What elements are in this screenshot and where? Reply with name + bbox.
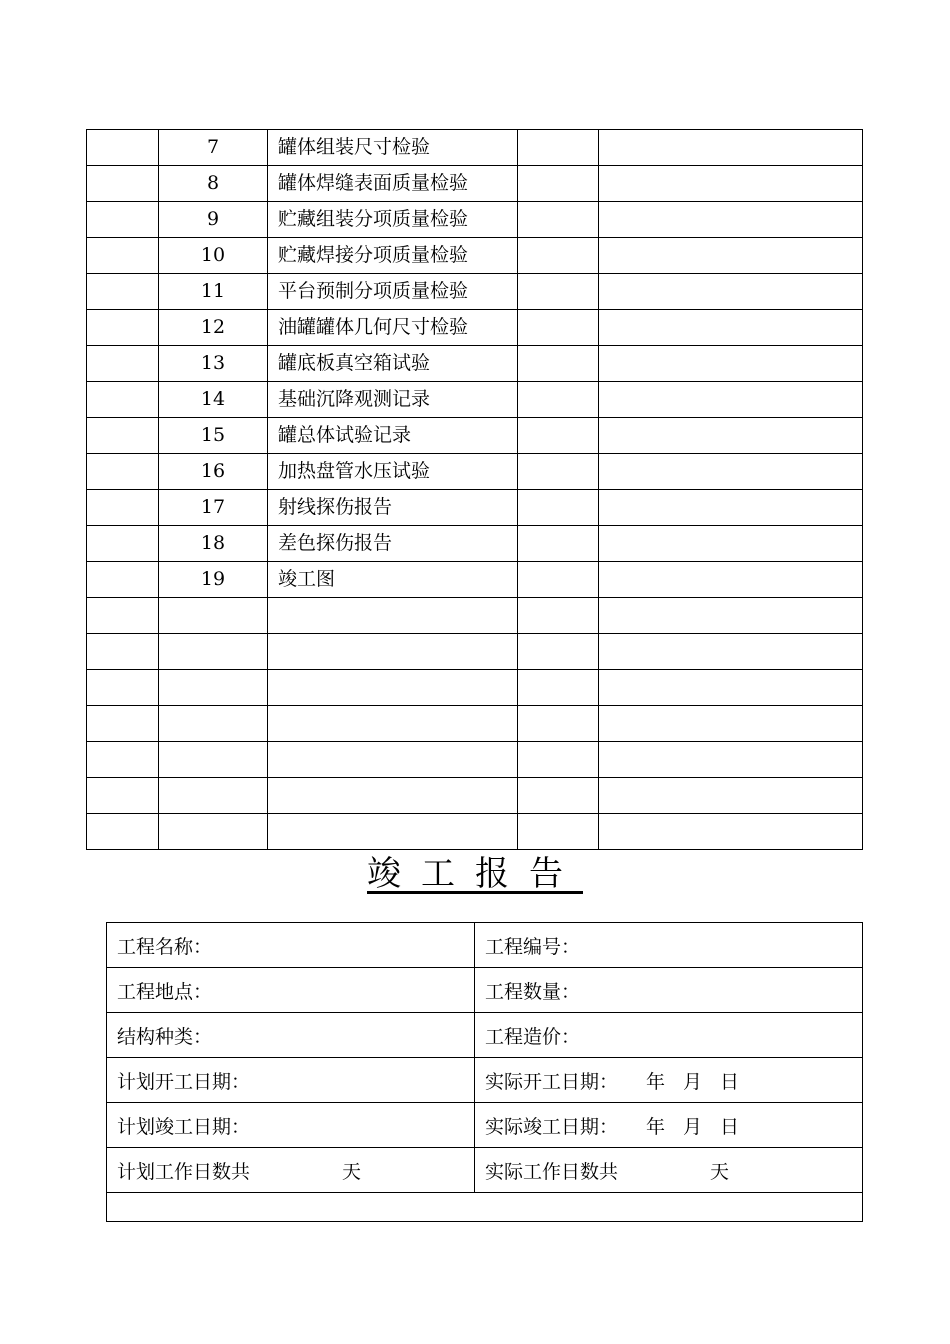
item-name: 罐体焊缝表面质量检验 [268, 166, 518, 202]
remarks-cell[interactable] [599, 742, 863, 778]
item-name[interactable] [268, 778, 518, 814]
item-number: 19 [159, 562, 268, 598]
table-row [87, 742, 863, 778]
table-row [87, 490, 863, 526]
planned-completion-field[interactable] [107, 1103, 475, 1148]
remarks-cell[interactable] [599, 166, 863, 202]
copies-cell[interactable] [518, 202, 599, 238]
report-row [107, 923, 863, 968]
remarks-cell[interactable] [599, 778, 863, 814]
copies-cell[interactable] [518, 310, 599, 346]
table-row [87, 526, 863, 562]
copies-cell[interactable] [518, 814, 599, 850]
planned-workdays-field[interactable] [107, 1148, 475, 1193]
table-row [87, 238, 863, 274]
table-row [87, 670, 863, 706]
copies-cell[interactable] [518, 526, 599, 562]
copies-cell[interactable] [518, 454, 599, 490]
blank-cell[interactable] [87, 706, 159, 742]
item-name: 基础沉降观测记录 [268, 382, 518, 418]
planned-start-label: 计划开工日期： [117, 1070, 251, 1093]
blank-cell[interactable] [87, 670, 159, 706]
copies-cell[interactable] [518, 778, 599, 814]
remarks-cell[interactable] [599, 382, 863, 418]
copies-cell[interactable] [518, 634, 599, 670]
blank-cell[interactable] [87, 130, 159, 166]
table-row [87, 418, 863, 454]
copies-cell[interactable] [518, 130, 599, 166]
project-quantity-label: 工程数量： [485, 980, 581, 1003]
actual-start-label: 实际开工日期： [485, 1070, 619, 1093]
table-row [87, 346, 863, 382]
project-number-field[interactable] [475, 923, 863, 968]
project-cost-field[interactable] [475, 1013, 863, 1058]
copies-cell[interactable] [518, 706, 599, 742]
blank-cell[interactable] [87, 238, 159, 274]
item-number: 11 [159, 274, 268, 310]
copies-cell[interactable] [518, 670, 599, 706]
table-row [87, 202, 863, 238]
project-location-field[interactable] [107, 968, 475, 1013]
table-row [87, 166, 863, 202]
report-row [107, 1013, 863, 1058]
copies-cell[interactable] [518, 490, 599, 526]
table-row [87, 598, 863, 634]
planned-workdays-label: 计划工作日数共 [117, 1160, 251, 1183]
project-cost-label: 工程造价： [485, 1025, 581, 1048]
item-number: 15 [159, 418, 268, 454]
structure-type-field[interactable] [107, 1013, 475, 1058]
day-label: 日 [720, 1115, 740, 1138]
item-name[interactable] [268, 706, 518, 742]
project-name-label: 工程名称： [117, 935, 213, 958]
remarks-cell[interactable] [599, 238, 863, 274]
remarks-cell[interactable] [599, 706, 863, 742]
month-label: 月 [683, 1070, 703, 1093]
table-row [87, 274, 863, 310]
remarks-cell[interactable] [599, 670, 863, 706]
copies-cell[interactable] [518, 382, 599, 418]
blank-cell[interactable] [87, 166, 159, 202]
item-number: 9 [159, 202, 268, 238]
blank-cell[interactable] [87, 490, 159, 526]
report-row [107, 1148, 863, 1193]
blank-cell[interactable] [87, 382, 159, 418]
table-row [87, 814, 863, 850]
item-name: 差色探伤报告 [268, 526, 518, 562]
item-number: 17 [159, 490, 268, 526]
blank-cell[interactable] [87, 526, 159, 562]
document-list-body [87, 130, 863, 850]
item-name: 罐底板真空箱试验 [268, 346, 518, 382]
actual-workdays-label: 实际工作日数共 [485, 1160, 619, 1183]
blank-cell[interactable] [87, 562, 159, 598]
item-number: 18 [159, 526, 268, 562]
remarks-cell[interactable] [599, 634, 863, 670]
report-row [107, 1058, 863, 1103]
table-row [87, 562, 863, 598]
table-row [87, 778, 863, 814]
item-name[interactable] [268, 814, 518, 850]
item-name: 贮藏组装分项质量检验 [268, 202, 518, 238]
item-number[interactable] [159, 778, 268, 814]
item-number: 10 [159, 238, 268, 274]
remarks-cell[interactable] [599, 454, 863, 490]
copies-cell[interactable] [518, 742, 599, 778]
blank-cell[interactable] [87, 346, 159, 382]
table-row [87, 454, 863, 490]
blank-cell[interactable] [87, 598, 159, 634]
copies-cell[interactable] [518, 166, 599, 202]
item-name: 平台预制分项质量检验 [268, 274, 518, 310]
table-row [87, 130, 863, 166]
project-quantity-field[interactable] [475, 968, 863, 1013]
year-label: 年 [646, 1115, 666, 1138]
remarks-cell[interactable] [107, 1193, 863, 1222]
copies-cell[interactable] [518, 418, 599, 454]
report-row [107, 968, 863, 1013]
item-number[interactable] [159, 814, 268, 850]
item-number: 7 [159, 130, 268, 166]
planned-start-field[interactable] [107, 1058, 475, 1103]
remarks-cell[interactable] [599, 202, 863, 238]
table-row [87, 310, 863, 346]
remarks-cell[interactable] [599, 418, 863, 454]
copies-cell[interactable] [518, 346, 599, 382]
year-label: 年 [646, 1070, 666, 1093]
day-label: 日 [720, 1070, 740, 1093]
days-unit: 天 [342, 1160, 362, 1183]
item-name: 油罐罐体几何尺寸检验 [268, 310, 518, 346]
remarks-cell[interactable] [599, 274, 863, 310]
item-number: 16 [159, 454, 268, 490]
remarks-cell[interactable] [599, 526, 863, 562]
actual-completion-label: 实际竣工日期： [485, 1115, 619, 1138]
item-number: 8 [159, 166, 268, 202]
project-location-label: 工程地点： [117, 980, 213, 1003]
remarks-cell[interactable] [599, 814, 863, 850]
actual-workdays-field[interactable] [475, 1148, 863, 1193]
project-number-label: 工程编号： [485, 935, 581, 958]
item-number: 13 [159, 346, 268, 382]
document-list-table [86, 129, 863, 850]
item-name[interactable] [268, 634, 518, 670]
item-number[interactable] [159, 598, 268, 634]
actual-start-field[interactable] [475, 1058, 863, 1103]
item-name: 罐总体试验记录 [268, 418, 518, 454]
item-name: 罐体组装尺寸检验 [268, 130, 518, 166]
table-row [87, 634, 863, 670]
blank-cell[interactable] [87, 310, 159, 346]
report-title: 竣工报告 [367, 854, 583, 894]
remarks-cell[interactable] [599, 346, 863, 382]
remarks-cell[interactable] [599, 490, 863, 526]
remarks-cell[interactable] [599, 562, 863, 598]
item-number: 14 [159, 382, 268, 418]
blank-cell[interactable] [87, 778, 159, 814]
table-row [87, 382, 863, 418]
item-number[interactable] [159, 742, 268, 778]
structure-type-label: 结构种类： [117, 1025, 213, 1048]
blank-cell[interactable] [87, 742, 159, 778]
item-name: 贮藏焊接分项质量检验 [268, 238, 518, 274]
item-number[interactable] [159, 706, 268, 742]
copies-cell[interactable] [518, 274, 599, 310]
copies-cell[interactable] [518, 598, 599, 634]
item-name: 射线探伤报告 [268, 490, 518, 526]
item-name[interactable] [268, 670, 518, 706]
item-number[interactable] [159, 634, 268, 670]
remarks-cell[interactable] [599, 130, 863, 166]
blank-cell[interactable] [87, 814, 159, 850]
blank-cell[interactable] [87, 274, 159, 310]
blank-cell[interactable] [87, 634, 159, 670]
month-label: 月 [683, 1115, 703, 1138]
item-name: 竣工图 [268, 562, 518, 598]
table-row [87, 706, 863, 742]
remarks-cell[interactable] [599, 310, 863, 346]
project-name-field[interactable] [107, 923, 475, 968]
blank-cell[interactable] [87, 202, 159, 238]
item-name[interactable] [268, 742, 518, 778]
actual-completion-field[interactable] [475, 1103, 863, 1148]
days-unit: 天 [710, 1160, 730, 1183]
item-name: 加热盘管水压试验 [268, 454, 518, 490]
blank-cell[interactable] [87, 454, 159, 490]
report-row [107, 1103, 863, 1148]
item-number[interactable] [159, 670, 268, 706]
blank-cell[interactable] [87, 418, 159, 454]
copies-cell[interactable] [518, 562, 599, 598]
item-name[interactable] [268, 598, 518, 634]
planned-completion-label: 计划竣工日期： [117, 1115, 251, 1138]
report-remarks-row [107, 1193, 863, 1222]
remarks-cell[interactable] [599, 598, 863, 634]
item-number: 12 [159, 310, 268, 346]
completion-report-table [106, 922, 863, 1222]
copies-cell[interactable] [518, 238, 599, 274]
